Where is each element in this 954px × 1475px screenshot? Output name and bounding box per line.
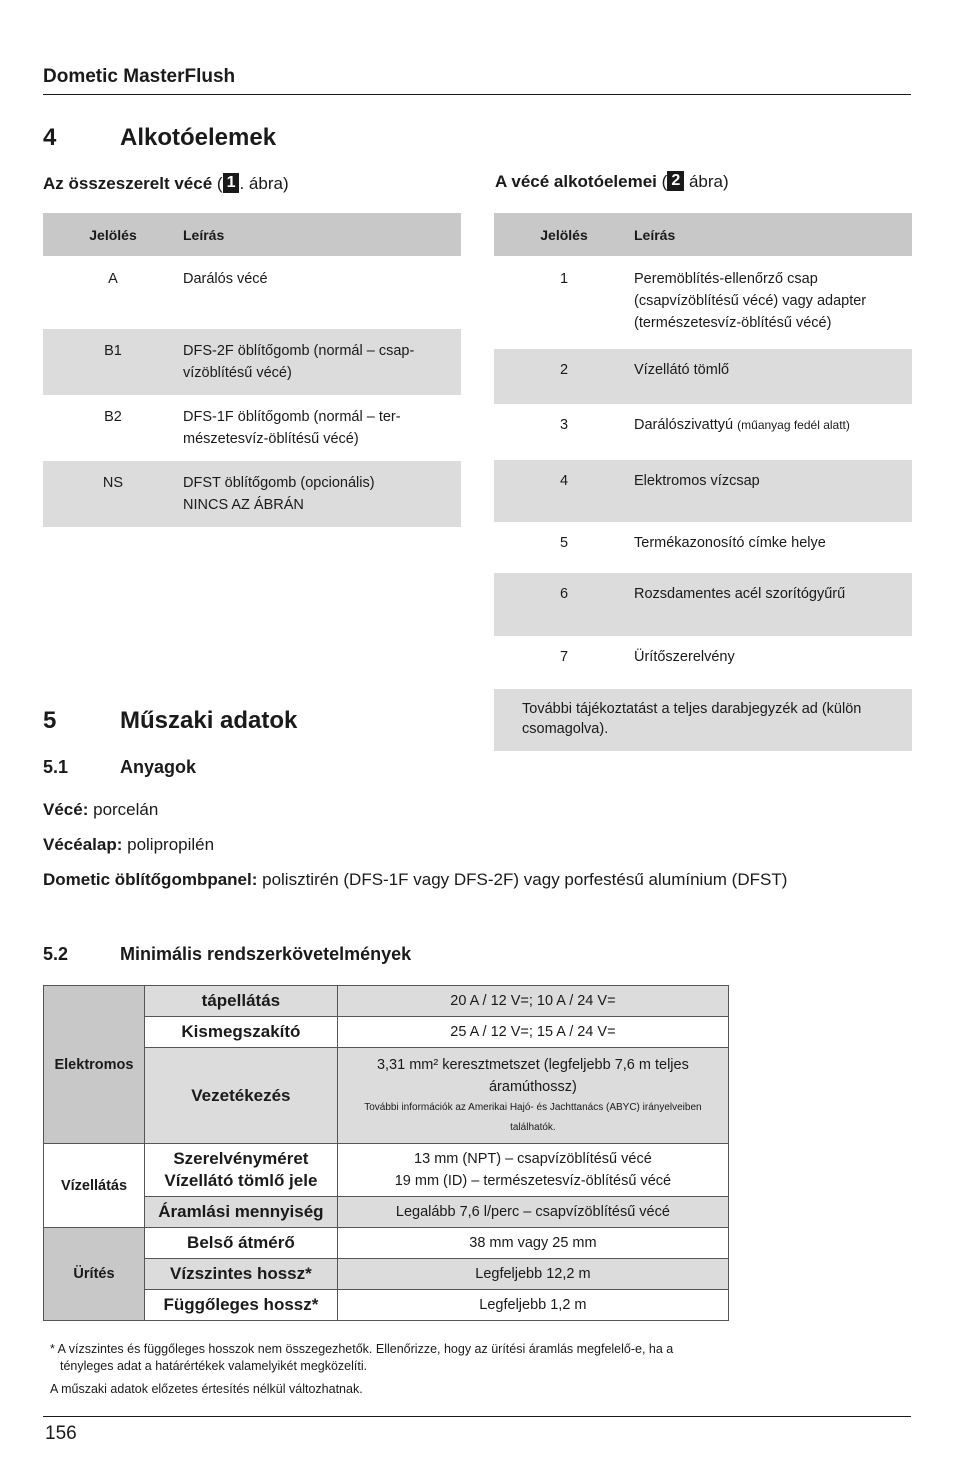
material-base: Vécéalap: polipropilén (43, 835, 215, 854)
table-row: 5 Termékazonosító címke helye (559, 535, 826, 551)
table-row: 3 Darálószivattyú (műanyag fedél alatt) (559, 417, 850, 433)
section-5-1-title: 5.1 Anyagok (43, 757, 197, 777)
table-row: A Darálós vécé (108, 271, 268, 287)
material-toilet: Vécé: porcelán (43, 800, 159, 819)
toilet-components-heading: A vécé alkotóelemei ( 2 ábra) (495, 172, 729, 191)
header-rule (43, 94, 911, 95)
section-5-2-title: 5.2 Minimális rendszerkövetelmények (43, 944, 412, 964)
table-row: 6 Rozsdamentes acél szorítógyűrű (494, 573, 912, 636)
footer-rule (43, 1416, 911, 1417)
table-row: Kismegszakító 25 A / 12 V=; 15 A / 24 V= (44, 1017, 729, 1048)
table-row: Ürítés Belső átmérő 38 mm vagy 25 mm (44, 1228, 729, 1259)
footnote-disclaimer: A műszaki adatok előzetes értesítés nélkül változhatnak. (50, 1382, 363, 1396)
table-row: Vezetékezés 3,31 mm² keresztmetszet (legfeljebb 7,6 m teljes áramúthossz) További információk az Amerikai Hajó- és Jachttanács (ABYC) irányelveiben találhatók. (44, 1048, 729, 1144)
assembled-toilet-table (43, 213, 461, 527)
assembled-toilet-heading: Az összeszerelt vécé ( 1 . ábra) (43, 174, 289, 193)
table-row: Vízellátás Szerelvényméret Vízellátó tömlő jele 13 mm (NPT) – csapvízöblítésű vécé 19 mm (ID) – természetesvíz-öblítésű vécé (44, 1144, 729, 1197)
table-row: Vízszintes hossz* Legfeljebb 12,2 m (44, 1259, 729, 1290)
figure-ref-1: 1 (223, 173, 240, 193)
table-row: Elektromos tápellátás 20 A / 12 V=; 10 A / 24 V= (44, 986, 729, 1017)
section-4-title: 4 Alkotóelemek (43, 124, 277, 151)
table-row: Áramlási mennyiség Legalább 7,6 l/perc – csapvízöblítésű vécé (44, 1197, 729, 1228)
footnote-lengths: * A vízszintes és függőleges hosszok nem összegezhetők. Ellenőrizze, hogy az ürítési áramlás megfelelő-e, ha a tényleges adat a határértékek valamelyikét megközelíti. (50, 1342, 674, 1373)
table-row: 1 Peremöblítés-ellenőrző csap (csapvízöblítésű vécé) vagy adapter (természetesvíz-öblítésű vécé) (559, 271, 867, 331)
table-header: Jelölés Leírás (494, 213, 912, 256)
document-header: Dometic MasterFlush (43, 66, 236, 87)
material-flush-panel: Dometic öblítőgombpanel: polisztirén (DFS-1F vagy DFS-2F) vagy porfestésű alumínium (DFST) (43, 870, 788, 889)
table-row: NS DFST öblítőgomb (opcionális) NINCS AZ ÁBRÁN (43, 461, 461, 527)
category-electrical: Elektromos (44, 986, 145, 1144)
table-row: Függőleges hossz* Legfeljebb 1,2 m (44, 1290, 729, 1321)
table-row: B2 DFS-1F öblítőgomb (normál – ter- mészetesvíz-öblítésű vécé) (104, 409, 401, 447)
page-number: 156 (45, 1423, 77, 1444)
table-row: 2 Vízellátó tömlő (494, 349, 912, 404)
figure-ref-2: 2 (667, 171, 684, 191)
category-water: Vízellátás (44, 1144, 145, 1228)
table-row: B1 DFS-2F öblítőgomb (normál – csap- vízöblítésű vécé) (43, 329, 461, 395)
table-row: 4 Elektromos vízcsap (494, 460, 912, 522)
category-discharge: Ürítés (44, 1228, 145, 1321)
section-5-title: 5 Műszaki adatok (43, 707, 298, 734)
requirements-table (43, 985, 729, 1321)
table-row: 7 Ürítőszerelvény (559, 649, 735, 665)
toilet-components-table (494, 213, 912, 751)
table-note-row: További tájékoztatást a teljes darabjegyzék ad (külön csomagolva). (494, 689, 912, 751)
table-header: Jelölés Leírás (43, 213, 461, 256)
